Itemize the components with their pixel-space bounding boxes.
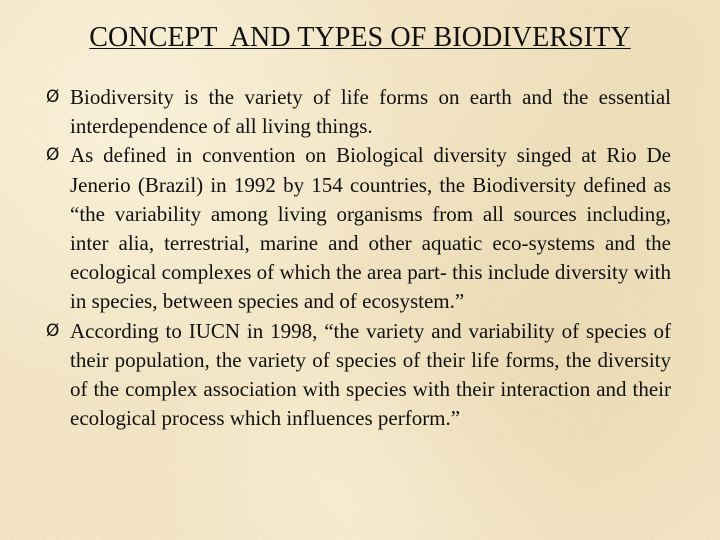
- bullet-item: [46, 317, 671, 434]
- arrowhead-bullet-icon: Ø: [46, 320, 60, 341]
- bullet-text: Biodiversity is the variety of life forms on earth and the essential interdependence of all living things.: [70, 85, 671, 139]
- bullet-list: [46, 83, 671, 433]
- arrowhead-bullet-icon: Ø: [46, 87, 60, 107]
- bullet-item: [46, 83, 671, 141]
- bullet-text: According to IUCN in 1998, “the variety and variability of species of their population, the variety of species of their life forms, the diversity of the complex association with species with their interaction and their ecological process which influences perform.”: [70, 318, 671, 431]
- arrowhead-bullet-icon: Ø: [46, 145, 60, 166]
- bullet-item: [46, 141, 671, 316]
- bullet-text: As defined in convention on Biological diversity singed at Rio De Jenerio (Brazil) in 1992 by 154 countries, the Biodiversity defined as “the variability among living organisms from all sources including, inter alia, terrestrial, marine and other aquatic eco-systems and the ecological complexes of which the area part- this include diversity with in species, between species and of ecosystem.”: [70, 143, 671, 314]
- slide-title: CONCEPT AND TYPES OF BIODIVERSITY: [89, 22, 631, 53]
